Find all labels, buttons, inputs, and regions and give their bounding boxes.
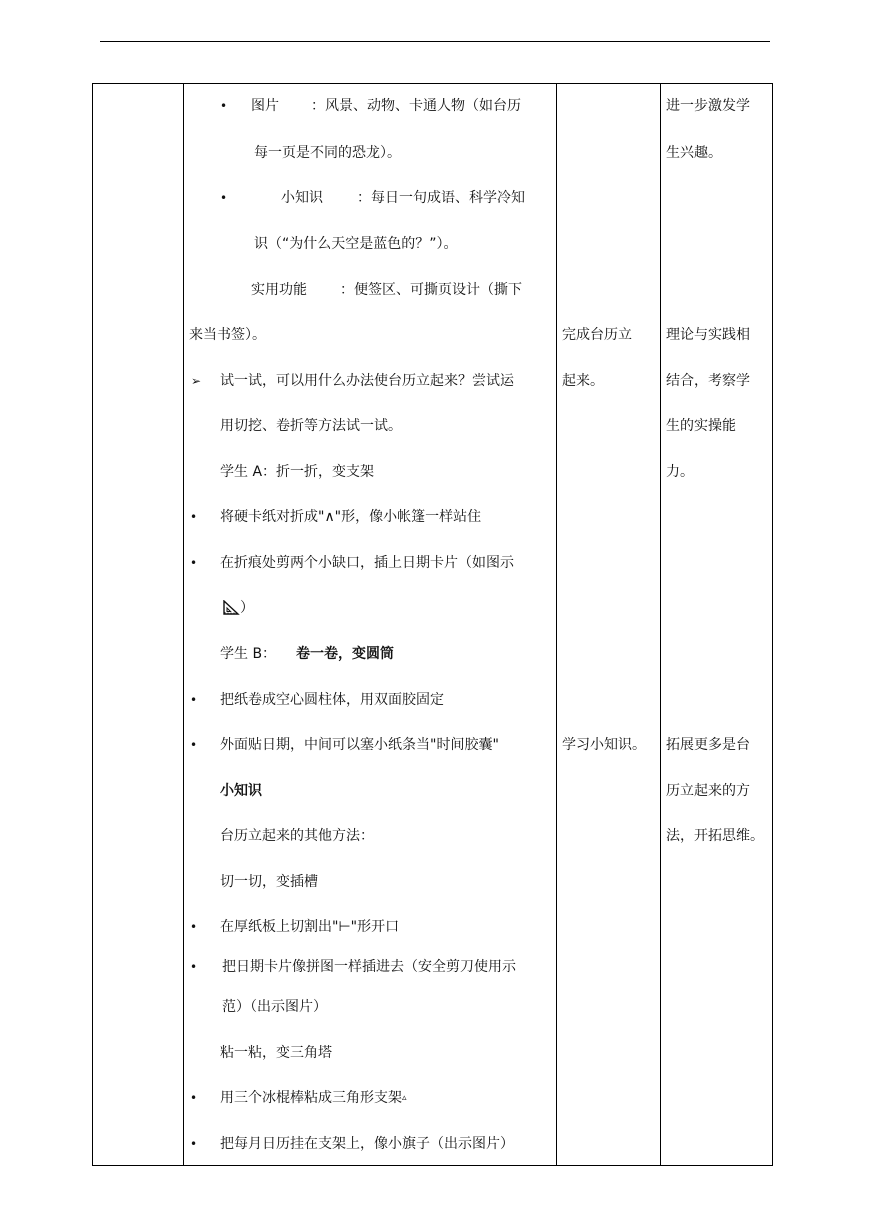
text-line: 生兴趣。 xyxy=(666,145,722,161)
text-line xyxy=(222,598,254,618)
arrow-bullet-icon: ➢ xyxy=(191,374,202,388)
bullet-icon: • xyxy=(190,920,198,934)
text-line: ：风景、动物、卡通人物（如台历 xyxy=(311,98,521,114)
text-line: 实用功能 xyxy=(251,282,307,298)
text-line: 生的实操能 xyxy=(666,418,736,434)
text-line: 起来。 xyxy=(562,373,604,389)
text-line: 学习小知识。 xyxy=(562,737,646,753)
column-divider xyxy=(556,84,557,1165)
text-line: 理论与实践相 xyxy=(666,327,750,343)
text-line: 学生 B： xyxy=(220,646,277,662)
text-line: 来当书签）。 xyxy=(189,327,266,343)
text-line: 将硬卡纸对折成"∧"形，像小帐篷一样站住 xyxy=(220,509,482,525)
text-line: 完成台历立 xyxy=(562,327,632,343)
text-line: 试一试，可以用什么办法使台历立起来？尝试运 xyxy=(220,373,514,389)
closing-paren: ） xyxy=(240,600,254,616)
bullet-icon: • xyxy=(220,191,228,205)
bullet-icon: • xyxy=(190,1137,198,1151)
text-line: 图片 xyxy=(251,98,279,114)
text-line: 法，开拓思维。 xyxy=(666,828,764,844)
text-line: 小知识 xyxy=(281,190,323,206)
bullet-icon: • xyxy=(190,1091,198,1105)
text-line: 切一切，变插槽 xyxy=(220,874,318,890)
column-divider xyxy=(183,84,184,1165)
text-line: 卷一卷，变圆筒 xyxy=(296,646,394,662)
text-line: 拓展更多是台 xyxy=(666,737,750,753)
text-line: 结合，考察学 xyxy=(666,373,750,389)
text-line: 在折痕处剪两个小缺口，插上日期卡片（如图示 xyxy=(220,555,514,571)
bullet-icon: • xyxy=(220,99,228,113)
text-line: 在厚纸板上切割出"⊢"形开口 xyxy=(220,919,400,935)
bullet-icon: • xyxy=(190,960,198,974)
text-line: 学生 A：折一折，变支架 xyxy=(220,464,375,480)
bullet-icon: • xyxy=(190,510,198,524)
text-line: 范）（出示图片） xyxy=(222,999,327,1015)
header-rule xyxy=(100,41,770,42)
text-line: 力。 xyxy=(666,464,694,480)
triangle-icon: ▵ xyxy=(402,1093,407,1103)
text-line: 粘一粘，变三角塔 xyxy=(220,1045,332,1061)
text-line: 历立起来的方 xyxy=(666,783,750,799)
text-line xyxy=(220,1088,407,1108)
set-square-icon xyxy=(222,600,240,616)
text-line: 台历立起来的其他方法： xyxy=(220,828,374,844)
subheading: 小知识 xyxy=(220,783,262,799)
text-line: 用切挖、卷折等方法试一试。 xyxy=(220,418,402,434)
text-line: ：便签区、可撕页设计（撕下 xyxy=(340,282,522,298)
column-divider xyxy=(660,84,661,1165)
text-line: 进一步激发学 xyxy=(666,98,750,114)
text-line: 每一页是不同的恐龙）。 xyxy=(254,145,401,161)
text-line: 识（“为什么天空是蓝色的？”）。 xyxy=(254,236,458,252)
text-line: ：每日一句成语、科学冷知 xyxy=(357,190,525,206)
bullet-icon: • xyxy=(190,693,198,707)
bullet-icon: • xyxy=(190,738,198,752)
text-line-main: 用三个冰棍棒粘成三角形支架 xyxy=(220,1090,402,1106)
text-line: 把纸卷成空心圆柱体，用双面胶固定 xyxy=(220,692,444,708)
text-line: 把日期卡片像拼图一样插进去（安全剪刀使用示 xyxy=(222,959,516,975)
text-line: 外面贴日期，中间可以塞小纸条当"时间胶囊" xyxy=(220,737,499,753)
text-line: 把每月日历挂在支架上，像小旗子（出示图片） xyxy=(220,1136,514,1152)
bullet-icon: • xyxy=(190,556,198,570)
